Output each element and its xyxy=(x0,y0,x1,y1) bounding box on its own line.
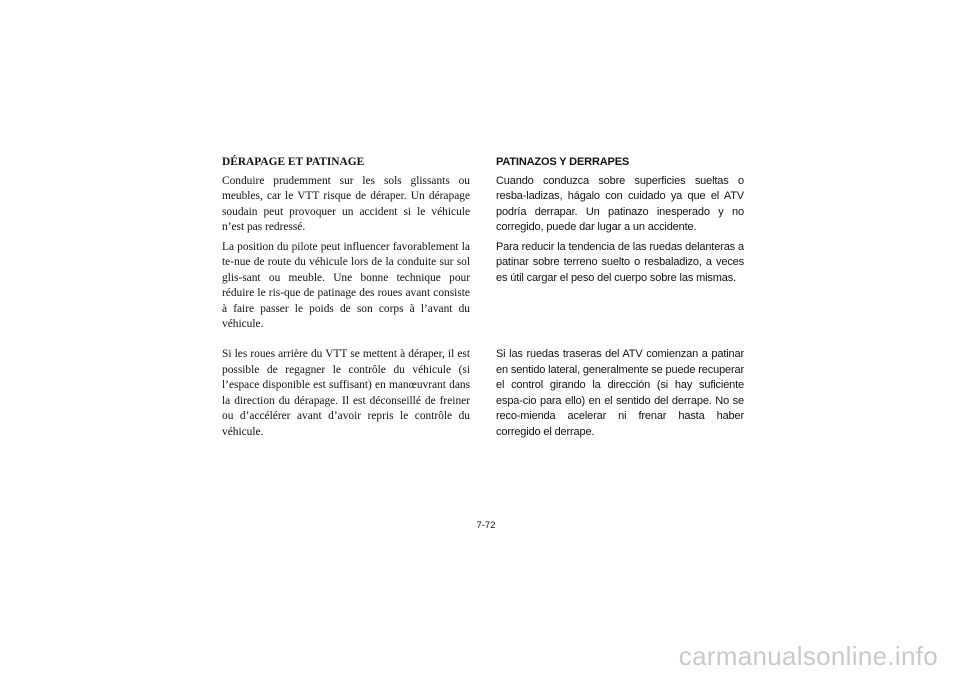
page-number: 7-72 xyxy=(476,520,496,531)
spanish-section-bottom xyxy=(496,347,744,444)
french-section-bottom xyxy=(222,347,470,444)
spanish-paragraph-3: Si las ruedas traseras del ATV comienzan a patinar en sentido lateral, generalmente se puede recuperar el control girando la dirección (si hay suficiente espa-cio para ello) en el sentido del derrape. No se reco-mienda acelerar ni frenar hasta haber corregido el derrape. xyxy=(496,348,744,438)
watermark: carmanualsonline.info xyxy=(678,641,938,671)
french-paragraph-1: Conduire prudemment sur les sols glissants ou meubles, car le VTT risque de déraper. Un dérapage soudain peut provoquer un accident si le véhicule n’est pas redressé. xyxy=(222,174,470,233)
french-heading: DÉRAPAGE ET PATINAGE xyxy=(222,156,365,168)
spanish-paragraph-2: Para reducir la tendencia de las ruedas delanteras a patinar sobre terreno suelto o resbaladizo, a veces es útil cargar el peso del cuerpo sobre las mismas. xyxy=(496,240,744,284)
spanish-paragraph-1: Cuando conduzca sobre superficies sueltas o resba-ladizas, hágalo con cuidado ya que el ATV podría derrapar. Un patinazo inesperado y no corregido, puede dar lugar a un accidente. xyxy=(496,174,744,233)
french-section-top xyxy=(222,155,470,337)
spanish-heading: PATINAZOS Y DERRAPES xyxy=(496,156,630,168)
french-paragraph-2: La position du pilote peut influencer favorablement la te-nue de route du véhicule lors de la conduite sur sol glis-sant ou meuble. Une bonne technique pour réduire le ris-que de patinage des roues avant consiste à faire passer le poids de son corps à l’avant du véhicule. xyxy=(222,240,470,330)
spanish-section-top xyxy=(496,155,744,290)
french-paragraph-3: Si les roues arrière du VTT se mettent à déraper, il est possible de regagner le contrôle du véhicule (si l’espace disponible est suffisant) en manœuvrant dans la direction du dérapage. Il est déconseillé de freiner ou d’accélérer avant d’avoir repris le contrôle du véhicule. xyxy=(222,348,470,438)
